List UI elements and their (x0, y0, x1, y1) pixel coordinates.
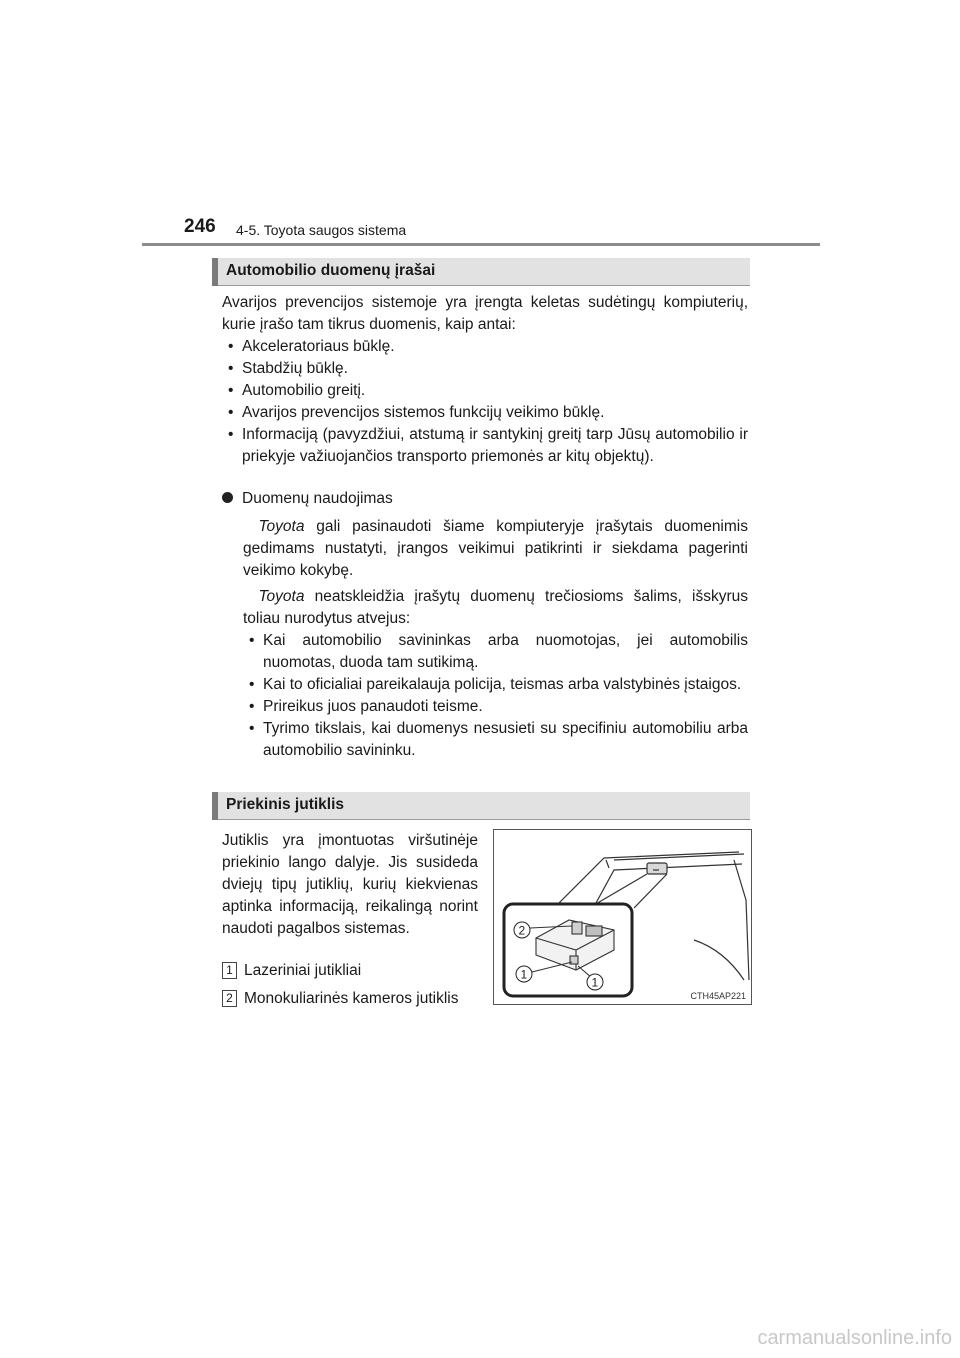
disclosure-list (243, 630, 748, 762)
chapter-title: 4-5. Toyota saugos sistema (236, 222, 407, 238)
list-item: • Prireikus juos panaudoti teisme. (243, 696, 748, 718)
bullet-circle-icon (222, 492, 233, 503)
list-item: • Automobilio greitį. (222, 380, 748, 402)
section-heading-text: Automobilio duomenų įrašai (226, 262, 436, 279)
figure-callout: 1 (520, 967, 528, 982)
subheading-text: Duomenų naudojimas (242, 490, 393, 507)
brand-name: Toyota (258, 588, 305, 605)
section-heading-front-sensor (212, 792, 750, 820)
list-item: • Informaciją (pavyzdžiui, atstumą ir santykinį greitį tarp Jūsų automobilio ir priekyje važiuojančios transporto priemonės ar kitų objektų). (222, 424, 748, 468)
header-rule (142, 243, 820, 246)
figure-callout: 2 (518, 923, 526, 938)
list-item: • Avarijos prevencijos sistemos funkcijų veikimo būklę. (222, 402, 748, 424)
legend-label: Monokuliarinės kameros jutiklis (244, 990, 459, 1007)
figure-code: CTH45AP221 (690, 991, 746, 1001)
section-heading-bar (212, 792, 218, 820)
list-item: • Kai automobilio savininkas arba nuomotojas, jei automobilis nuomotas, duoda tam sutikimą. (243, 630, 748, 674)
recorded-data-list (222, 336, 748, 468)
sensor-description: Jutiklis yra įmontuotas viršutinėje priekinio lango dalyje. Jis susideda dviejų tipų jutiklių, kurių kiekvienas aptinka informaciją, reikalingą norint naudoti pagalbos sistemas. (222, 832, 478, 937)
disclosure-paragraph (243, 586, 748, 630)
page-number: 246 (184, 216, 216, 237)
list-item: • Kai to oficialiai pareikalauja policija, teismas arba valstybinės įstaigos. (243, 674, 748, 696)
watermark: carmanualsonline.info (757, 1327, 952, 1349)
intro-paragraph: Avarijos prevencijos sistemoje yra įrengta keletas sudėtingų kompiuterių, kurie įrašo tam tikrus duomenis, kaip antai: (222, 294, 748, 333)
data-usage-subheading (222, 488, 393, 510)
section-heading-data-records (212, 258, 750, 286)
windshield-sensor-illustration (494, 830, 751, 1004)
legend-number: 1 (222, 962, 237, 979)
front-sensor-figure (493, 829, 752, 1005)
list-item: • Tyrimo tikslais, kai duomenys nesusieti su specifiniu automobiliu arba automobilio savininku. (243, 718, 748, 762)
usage-text: gali pasinaudoti šiame kompiuteryje įrašytais duomenimis gedimams nustatyti, įrangos veikimui patikrinti ir siekdama pagerinti veikimo kokybę. (243, 518, 748, 579)
section-heading-text: Priekinis jutiklis (226, 796, 345, 813)
brand-name: Toyota (258, 518, 305, 535)
legend-number: 2 (222, 990, 237, 1007)
usage-paragraph (243, 516, 748, 582)
section-heading-bar (212, 258, 218, 286)
disclosure-text: neatskleidžia įrašytų duomenų trečiosioms šalims, išskyrus toliau nurodytus atvejus: (243, 588, 748, 627)
legend-item-camera (222, 988, 459, 1010)
list-item: • Stabdžių būklę. (222, 358, 748, 380)
list-item: • Akceleratoriaus būklę. (222, 336, 748, 358)
legend-item-laser (222, 960, 361, 982)
figure-callout: 1 (591, 975, 599, 990)
legend-label: Lazeriniai jutikliai (244, 962, 362, 979)
